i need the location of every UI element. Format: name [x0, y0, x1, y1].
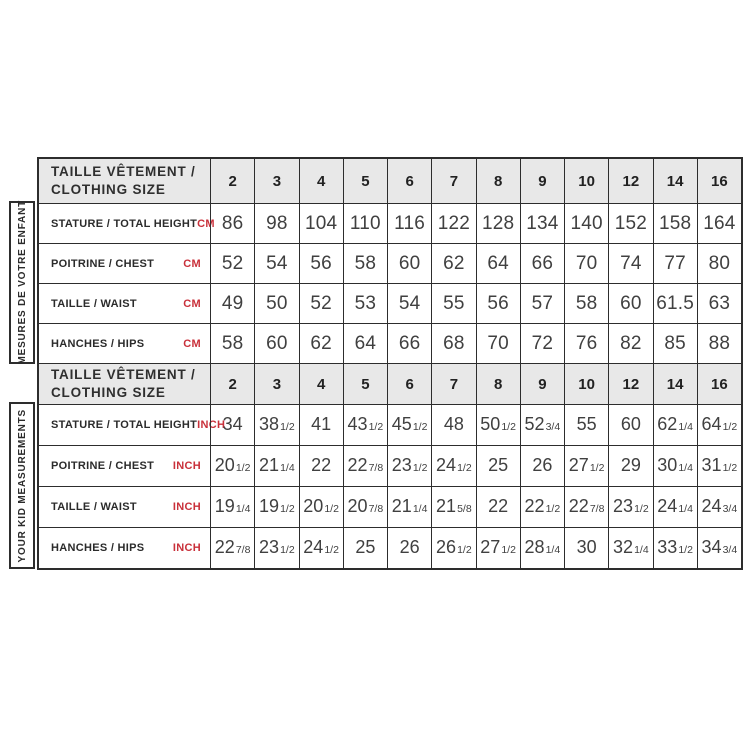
- value-whole: 24: [657, 496, 678, 516]
- value-cell: [476, 324, 520, 363]
- value-cell: [653, 284, 697, 323]
- value-whole: 26: [436, 537, 457, 557]
- value-fraction: 1/2: [412, 462, 428, 474]
- value-cell: [431, 324, 475, 363]
- value-whole: 60: [266, 333, 288, 354]
- value-cell: [387, 405, 431, 445]
- value-cell: [387, 446, 431, 486]
- measurement-row: [39, 323, 741, 363]
- value-cell: [431, 405, 475, 445]
- value-whole: 58: [575, 293, 598, 314]
- value-fraction: 1/4: [412, 503, 428, 515]
- value-fraction: 7/8: [589, 503, 605, 515]
- value-cell: [431, 204, 475, 243]
- value-fraction: 1/2: [545, 503, 561, 515]
- size-column-header: 8: [476, 364, 520, 404]
- value-fraction: 1/4: [678, 503, 693, 515]
- value-whole: 23: [613, 496, 634, 516]
- value-cell: [254, 405, 298, 445]
- value-fraction: 1/4: [280, 462, 295, 474]
- value-whole: 54: [398, 293, 421, 314]
- value-cell: [564, 528, 608, 568]
- measurement-label-cell: [39, 324, 210, 363]
- value-cell: [608, 528, 652, 568]
- value-cell: [697, 324, 741, 363]
- measurement-label: HANCHES / HIPS: [51, 337, 145, 350]
- size-column-header: 5: [343, 364, 387, 404]
- measurement-label-cell: [39, 405, 226, 445]
- value-cell: [387, 487, 431, 527]
- measurement-label-cell: [39, 284, 210, 323]
- value-cell: [254, 324, 298, 363]
- value-cell: [343, 487, 387, 527]
- value-cell: [254, 446, 298, 486]
- value-cell: [520, 204, 564, 243]
- size-column-header: 10: [564, 364, 608, 404]
- measurement-row: [39, 527, 741, 568]
- value-cell: [343, 528, 387, 568]
- value-cell: [697, 487, 741, 527]
- value-cell: [608, 446, 652, 486]
- value-fraction: 1/4: [235, 503, 251, 515]
- size-column-header: 3: [254, 159, 298, 203]
- value-whole: 64: [487, 253, 509, 274]
- size-column-header: 9: [520, 159, 564, 203]
- value-fraction: 1/2: [324, 503, 339, 515]
- value-fraction: 1/4: [545, 544, 561, 556]
- value-whole: 45: [391, 414, 412, 434]
- value-cell: [697, 446, 741, 486]
- value-cell: [387, 204, 431, 243]
- value-cell: [431, 244, 475, 283]
- value-whole: 33: [657, 537, 678, 557]
- value-whole: 64: [701, 414, 722, 434]
- value-whole: 50: [480, 414, 501, 434]
- value-whole: 25: [355, 537, 376, 557]
- value-whole: 63: [708, 293, 731, 314]
- value-whole: 52: [310, 293, 332, 314]
- value-cell: [520, 324, 564, 363]
- value-cell: [431, 284, 475, 323]
- value-fraction: 1/4: [678, 421, 693, 433]
- value-fraction: 5/8: [457, 503, 472, 515]
- measurement-label: POITRINE / CHEST: [51, 460, 155, 472]
- size-column-header: 14: [653, 364, 697, 404]
- unit-label: INCH: [172, 460, 201, 472]
- size-column-header: 8: [476, 159, 520, 203]
- value-cell: [653, 528, 697, 568]
- size-header-row: [39, 159, 741, 203]
- value-whole: 25: [488, 455, 509, 475]
- value-whole: 26: [399, 537, 420, 557]
- value-cell: [653, 405, 697, 445]
- value-fraction: 1/2: [368, 421, 384, 433]
- value-whole: 55: [443, 293, 465, 314]
- value-cell: [564, 405, 608, 445]
- value-cell: [608, 324, 652, 363]
- value-whole: 21: [391, 496, 412, 516]
- value-whole: 152: [614, 213, 648, 234]
- value-cell: [343, 405, 387, 445]
- value-cell: [254, 284, 298, 323]
- value-whole: 77: [664, 253, 686, 274]
- value-whole: 20: [214, 455, 235, 475]
- value-whole: 56: [487, 293, 509, 314]
- value-whole: 41: [311, 414, 332, 434]
- value-cell: [564, 446, 608, 486]
- size-column-header: 2: [210, 364, 254, 404]
- value-cell: [564, 487, 608, 527]
- value-cell: [520, 405, 564, 445]
- value-cell: [608, 284, 652, 323]
- value-cell: [387, 244, 431, 283]
- value-whole: 68: [443, 333, 465, 354]
- value-fraction: 7/8: [368, 503, 384, 515]
- value-cell: [210, 528, 254, 568]
- size-header-label-line1: TAILLE VÊTEMENT /: [51, 367, 196, 383]
- value-whole: 82: [620, 333, 642, 354]
- value-whole: 34: [701, 537, 722, 557]
- value-cell: [653, 324, 697, 363]
- value-cell: [564, 324, 608, 363]
- value-whole: 54: [266, 253, 288, 274]
- side-label-cm-text: MESURES DE VOTRE ENFANT: [16, 200, 28, 365]
- value-cell: [520, 528, 564, 568]
- value-cell: [520, 446, 564, 486]
- value-cell: [387, 284, 431, 323]
- value-whole: 22: [488, 496, 509, 516]
- value-whole: 116: [394, 213, 426, 234]
- size-header-row: [39, 363, 741, 404]
- value-fraction: 3/4: [722, 544, 738, 556]
- value-whole: 30: [576, 537, 597, 557]
- value-whole: 24: [436, 455, 457, 475]
- value-fraction: 1/2: [412, 421, 428, 433]
- measurement-row: [39, 486, 741, 527]
- value-whole: 66: [398, 333, 421, 354]
- value-whole: 22: [568, 496, 589, 516]
- value-cell: [343, 204, 387, 243]
- value-fraction: 1/2: [722, 421, 738, 433]
- value-cell: [520, 487, 564, 527]
- value-cell: [564, 244, 608, 283]
- value-cell: [299, 528, 343, 568]
- value-whole: 76: [575, 333, 598, 354]
- unit-label: CM: [183, 337, 201, 350]
- unit-label: CM: [183, 257, 201, 270]
- value-cell: [343, 244, 387, 283]
- side-label-cm-section: [9, 201, 35, 364]
- value-fraction: 1/2: [324, 544, 339, 556]
- value-fraction: 3/4: [722, 503, 738, 515]
- value-cell: [608, 405, 652, 445]
- value-whole: 22: [524, 496, 545, 516]
- side-label-inch-text: YOUR KID MEASUREMENTS: [16, 408, 28, 563]
- value-fraction: 1/2: [280, 421, 295, 433]
- value-cell: [476, 528, 520, 568]
- value-whole: 28: [524, 537, 545, 557]
- value-fraction: 1/2: [280, 544, 295, 556]
- value-whole: 21: [259, 455, 280, 475]
- value-whole: 53: [354, 293, 377, 314]
- measurement-label: TAILLE / WAIST: [51, 501, 137, 513]
- value-whole: 62: [443, 253, 465, 274]
- value-whole: 38: [259, 414, 280, 434]
- value-cell: [564, 204, 608, 243]
- size-column-header: 9: [520, 364, 564, 404]
- size-column-header: 14: [653, 159, 697, 203]
- measurement-label: TAILLE / WAIST: [51, 297, 137, 310]
- size-column-header: 4: [299, 364, 343, 404]
- size-column-header: 10: [564, 159, 608, 203]
- value-fraction: 1/2: [501, 421, 516, 433]
- value-whole: 72: [531, 333, 554, 354]
- value-cell: [387, 528, 431, 568]
- measurement-label: POITRINE / CHEST: [51, 257, 155, 270]
- size-column-header: 7: [431, 364, 475, 404]
- size-column-header: 12: [608, 364, 652, 404]
- value-whole: 52: [524, 414, 545, 434]
- value-whole: 85: [664, 333, 686, 354]
- value-cell: [476, 487, 520, 527]
- value-cell: [387, 324, 431, 363]
- value-cell: [210, 405, 254, 445]
- size-column-header: 7: [431, 159, 475, 203]
- value-whole: 29: [620, 455, 641, 475]
- value-whole: 58: [354, 253, 377, 274]
- measurement-row: [39, 445, 741, 486]
- measurement-row: [39, 283, 741, 323]
- size-header-label-cell: [39, 364, 210, 404]
- value-cell: [476, 446, 520, 486]
- value-cell: [343, 284, 387, 323]
- unit-label: INCH: [172, 501, 201, 513]
- value-cell: [476, 244, 520, 283]
- value-whole: 43: [347, 414, 368, 434]
- value-whole: 31: [701, 455, 722, 475]
- value-whole: 24: [303, 537, 324, 557]
- value-whole: 88: [708, 333, 731, 354]
- value-cell: [431, 446, 475, 486]
- unit-label: CM: [197, 217, 215, 230]
- size-column-header: 6: [387, 159, 431, 203]
- value-cell: [210, 487, 254, 527]
- value-whole: 23: [391, 455, 412, 475]
- value-whole: 62: [657, 414, 678, 434]
- size-table: [37, 157, 743, 570]
- value-cell: [254, 528, 298, 568]
- measurement-row: [39, 243, 741, 283]
- value-cell: [653, 244, 697, 283]
- value-fraction: 3/4: [545, 421, 561, 433]
- measurement-label-cell: [39, 446, 210, 486]
- value-whole: 50: [266, 293, 288, 314]
- value-cell: [431, 528, 475, 568]
- value-cell: [608, 204, 652, 243]
- value-whole: 32: [613, 537, 634, 557]
- value-whole: 56: [310, 253, 332, 274]
- value-cell: [210, 244, 254, 283]
- size-header-label-line1: TAILLE VÊTEMENT /: [51, 164, 196, 180]
- value-cell: [299, 244, 343, 283]
- value-whole: 122: [437, 213, 471, 234]
- value-cell: [653, 446, 697, 486]
- value-whole: 80: [708, 253, 731, 274]
- value-whole: 19: [214, 496, 235, 516]
- size-header-label-line2: CLOTHING SIZE: [51, 182, 166, 197]
- value-cell: [520, 284, 564, 323]
- value-whole: 55: [576, 414, 597, 434]
- value-cell: [210, 284, 254, 323]
- value-whole: 21: [436, 496, 457, 516]
- value-cell: [299, 446, 343, 486]
- value-cell: [697, 204, 741, 243]
- value-cell: [210, 446, 254, 486]
- size-column-header: 2: [210, 159, 254, 203]
- measurement-row: [39, 203, 741, 243]
- value-cell: [299, 284, 343, 323]
- value-fraction: 1/2: [722, 462, 738, 474]
- value-whole: 49: [221, 293, 244, 314]
- unit-label: INCH: [197, 419, 226, 431]
- value-whole: 26: [532, 455, 553, 475]
- value-cell: [299, 405, 343, 445]
- value-cell: [210, 324, 254, 363]
- value-cell: [697, 405, 741, 445]
- size-column-header: 5: [343, 159, 387, 203]
- measurement-label-cell: [39, 244, 210, 283]
- value-cell: [299, 487, 343, 527]
- value-whole: 57: [531, 293, 554, 314]
- value-whole: 98: [266, 213, 288, 234]
- value-whole: 86: [221, 213, 244, 234]
- value-whole: 62: [310, 333, 332, 354]
- value-whole: 158: [658, 213, 692, 234]
- value-cell: [608, 244, 652, 283]
- unit-label: CM: [183, 297, 201, 310]
- value-whole: 20: [303, 496, 324, 516]
- value-whole: 23: [259, 537, 280, 557]
- value-cell: [564, 284, 608, 323]
- value-whole: 104: [304, 213, 338, 234]
- value-cell: [254, 244, 298, 283]
- measurement-label-cell: [39, 204, 215, 243]
- value-whole: 52: [221, 253, 244, 274]
- value-whole: 70: [575, 253, 598, 274]
- value-whole: 58: [221, 333, 244, 354]
- value-fraction: 1/2: [589, 462, 605, 474]
- value-fraction: 1/2: [457, 462, 472, 474]
- value-cell: [299, 324, 343, 363]
- value-fraction: 1/2: [280, 503, 295, 515]
- value-cell: [697, 244, 741, 283]
- size-column-header: 16: [697, 159, 741, 203]
- value-fraction: 1/4: [678, 462, 693, 474]
- value-fraction: 1/2: [235, 462, 251, 474]
- size-column-header: 12: [608, 159, 652, 203]
- value-cell: [697, 528, 741, 568]
- value-whole: 19: [259, 496, 280, 516]
- value-whole: 61.5: [656, 293, 695, 314]
- measurement-row: [39, 404, 741, 445]
- measurement-label-cell: [39, 487, 210, 527]
- value-whole: 164: [703, 213, 736, 234]
- value-whole: 60: [398, 253, 421, 274]
- value-whole: 22: [311, 455, 332, 475]
- measurement-label: HANCHES / HIPS: [51, 542, 145, 554]
- value-cell: [343, 446, 387, 486]
- value-whole: 24: [701, 496, 722, 516]
- size-column-header: 4: [299, 159, 343, 203]
- unit-label: INCH: [172, 542, 201, 554]
- value-cell: [299, 204, 343, 243]
- value-cell: [608, 487, 652, 527]
- value-whole: 20: [347, 496, 368, 516]
- value-cell: [476, 284, 520, 323]
- measurement-label-cell: [39, 528, 210, 568]
- value-fraction: 1/2: [457, 544, 472, 556]
- value-cell: [210, 204, 254, 243]
- value-whole: 110: [349, 213, 381, 234]
- value-whole: 128: [481, 213, 515, 234]
- value-fraction: 7/8: [235, 544, 251, 556]
- value-cell: [653, 204, 697, 243]
- value-whole: 27: [568, 455, 589, 475]
- value-cell: [254, 204, 298, 243]
- side-label-inch-section: [9, 402, 35, 569]
- value-whole: 34: [222, 414, 243, 434]
- value-whole: 66: [531, 253, 554, 274]
- value-whole: 22: [347, 455, 368, 475]
- value-cell: [697, 284, 741, 323]
- value-whole: 48: [443, 414, 464, 434]
- measurement-label: STATURE / TOTAL HEIGHT: [51, 217, 198, 230]
- value-cell: [343, 324, 387, 363]
- value-cell: [476, 204, 520, 243]
- value-cell: [476, 405, 520, 445]
- value-whole: 74: [620, 253, 642, 274]
- size-header-label-cell: [39, 159, 210, 203]
- value-fraction: 1/2: [678, 544, 693, 556]
- size-column-header: 3: [254, 364, 298, 404]
- value-whole: 60: [620, 293, 642, 314]
- value-whole: 60: [620, 414, 641, 434]
- size-header-label-line2: CLOTHING SIZE: [51, 385, 166, 400]
- value-cell: [653, 487, 697, 527]
- value-whole: 27: [480, 537, 501, 557]
- size-column-header: 6: [387, 364, 431, 404]
- value-whole: 30: [657, 455, 678, 475]
- value-fraction: 1/2: [634, 503, 649, 515]
- measurement-label: STATURE / TOTAL HEIGHT: [51, 419, 198, 431]
- value-whole: 22: [214, 537, 235, 557]
- value-whole: 64: [354, 333, 377, 354]
- value-whole: 140: [570, 213, 603, 234]
- value-cell: [254, 487, 298, 527]
- value-cell: [431, 487, 475, 527]
- value-fraction: 1/4: [634, 544, 649, 556]
- value-cell: [520, 244, 564, 283]
- value-fraction: 1/2: [501, 544, 516, 556]
- value-whole: 70: [487, 333, 509, 354]
- value-whole: 134: [526, 213, 559, 234]
- value-fraction: 7/8: [368, 462, 384, 474]
- size-column-header: 16: [697, 364, 741, 404]
